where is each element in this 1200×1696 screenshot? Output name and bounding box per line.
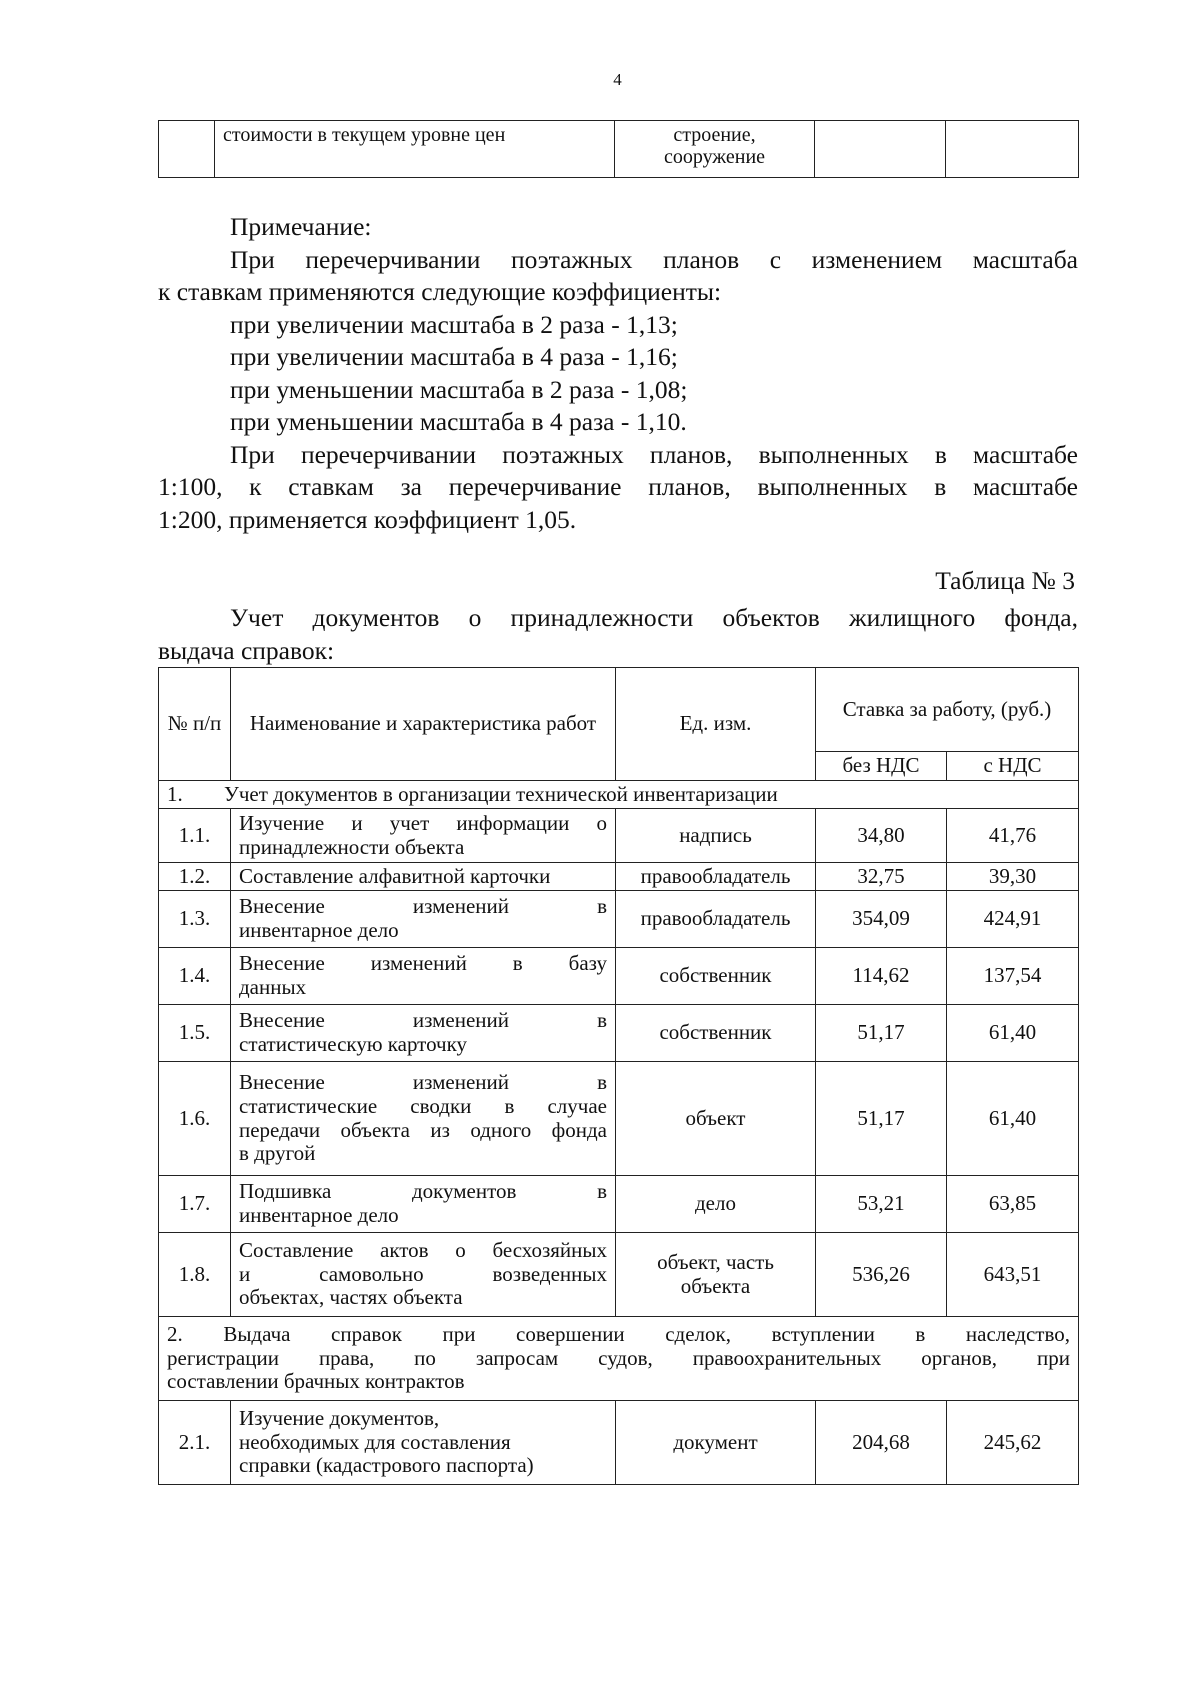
table-cell [815, 121, 946, 178]
row-no-vat: 114,62 [816, 948, 947, 1005]
table-row [159, 891, 1079, 948]
row-name: Составление алфавитной карточки [231, 863, 616, 891]
table-cell: стоимости в текущем уровне цен [215, 121, 615, 178]
table-row [159, 121, 1079, 178]
row-number: 1.8. [159, 1233, 231, 1317]
note-text: к ставкам применяются следующие коэффициенты: [158, 277, 722, 306]
coefficient-line: при увеличении масштаба в 4 раза - 1,16; [230, 342, 678, 371]
table-row [159, 1233, 1079, 1317]
table-cell [159, 121, 215, 178]
coefficient-line: при увеличении масштаба в 2 раза - 1,13; [230, 309, 678, 339]
section-title [159, 781, 1079, 809]
row-unit [616, 1233, 816, 1317]
table-row [159, 1176, 1079, 1233]
row-number: 2.1. [159, 1401, 231, 1485]
row-name-line: Внесение изменений в базу [239, 951, 607, 976]
row-no-vat: 51,17 [816, 1005, 947, 1062]
row-with-vat: 245,62 [947, 1401, 1079, 1485]
header-name: Наименование и характеристика работ [231, 668, 616, 781]
row-name-line: Изучение документов, [239, 1406, 440, 1431]
row-name-line: Подшивка документов в [239, 1179, 607, 1204]
row-no-vat: 34,80 [816, 809, 947, 863]
section-text: Учет документов в организации технической инвентаризации [224, 781, 778, 806]
row-name-line: инвентарное дело [239, 918, 399, 942]
row-name-line: и самовольно возведенных [239, 1261, 607, 1286]
header-rate: Ставка за работу, (руб.) [816, 668, 1079, 752]
note-text: При перечерчивании поэтажных планов, выполненных в масштабе [230, 439, 1078, 469]
table-label: Таблица № 3 [935, 566, 1075, 595]
row-no-vat: 204,68 [816, 1401, 947, 1485]
table-cell: строение, сооружение [615, 121, 815, 178]
row-unit: дело [616, 1176, 816, 1233]
row-name-line: статистические сводки в случае [239, 1093, 607, 1118]
row-unit: надпись [616, 809, 816, 863]
row-name-line: справки (кадастрового паспорта) [239, 1453, 534, 1478]
row-unit: собственник [616, 948, 816, 1005]
row-name [231, 1401, 616, 1485]
section-number: 1. [167, 781, 183, 806]
header-num: № п/п [159, 668, 231, 781]
row-name-line: в другой [239, 1141, 316, 1166]
header-unit: Ед. изм. [616, 668, 816, 781]
table-row [159, 1062, 1079, 1176]
row-name-line: данных [239, 975, 307, 999]
row-number: 1.4. [159, 948, 231, 1005]
row-unit-line: объект, часть [657, 1249, 774, 1274]
header-no-vat: без НДС [816, 752, 947, 781]
table-header-row [159, 668, 1079, 752]
row-name-line: Составление актов о бесхозяйных [239, 1238, 607, 1263]
section-row [159, 781, 1079, 809]
row-name [231, 1233, 616, 1317]
note-text: При перечерчивании поэтажных планов с изменением масштаба [230, 244, 1078, 274]
row-number: 1.3. [159, 891, 231, 948]
caption-line: Учет документов о принадлежности объектов жилищного фонда, [230, 603, 1078, 632]
row-number: 1.7. [159, 1176, 231, 1233]
row-name-line: инвентарное дело [239, 1203, 399, 1227]
section-line: составлении брачных контрактов [167, 1369, 465, 1394]
row-unit: правообладатель [616, 863, 816, 891]
row-number: 1.6. [159, 1062, 231, 1176]
row-name-line: принадлежности объекта [239, 834, 465, 859]
row-name-line: Внесение изменений в [239, 894, 607, 919]
table-row [159, 809, 1079, 863]
table-row [159, 863, 1079, 891]
row-name-line: Внесение изменений в [239, 1008, 607, 1033]
row-name-line: необходимых для составления [239, 1429, 511, 1454]
row-name [231, 809, 616, 863]
section-line: 2. Выдача справок при совершении сделок, вступлении в наследство, [167, 1322, 1070, 1347]
row-no-vat: 354,09 [816, 891, 947, 948]
table-row [159, 1401, 1079, 1485]
row-name-line: объектах, частях объекта [239, 1285, 463, 1310]
row-number: 1.2. [159, 863, 231, 891]
row-no-vat: 53,21 [816, 1176, 947, 1233]
page-number: 4 [613, 70, 622, 89]
row-number: 1.1. [159, 809, 231, 863]
row-no-vat: 51,17 [816, 1062, 947, 1176]
note-text: 1:200, применяется коэффициент 1,05. [158, 504, 577, 534]
row-name [231, 1176, 616, 1233]
note-text: 1:100, к ставкам за перечерчивание планов, выполненных в масштабе [158, 472, 1078, 501]
table-cell [946, 121, 1079, 178]
top-table-continuation [158, 120, 1079, 178]
coefficient-line: при уменьшении масштаба в 2 раза - 1,08; [230, 374, 688, 404]
section-line: регистрации права, по запросам судов, правоохранительных органов, при [167, 1345, 1070, 1370]
row-name-line: передачи объекта из одного фонда [239, 1117, 607, 1142]
row-with-vat: 137,54 [947, 948, 1079, 1005]
row-number: 1.5. [159, 1005, 231, 1062]
caption-line: выдача справок: [158, 635, 335, 665]
section-row [159, 1317, 1079, 1401]
row-with-vat: 61,40 [947, 1005, 1079, 1062]
coefficient-line: при уменьшении масштаба в 4 раза - 1,10. [230, 407, 687, 436]
row-name [231, 1062, 616, 1176]
table-row [159, 1005, 1079, 1062]
row-with-vat: 63,85 [947, 1176, 1079, 1233]
row-name [231, 1005, 616, 1062]
row-with-vat: 41,76 [947, 809, 1079, 863]
row-name-line: Внесение изменений в [239, 1070, 607, 1095]
table-row [159, 948, 1079, 1005]
row-unit: объект [616, 1062, 816, 1176]
section-title [159, 1317, 1079, 1401]
row-with-vat: 643,51 [947, 1233, 1079, 1317]
header-with-vat: с НДС [947, 752, 1079, 781]
row-with-vat: 39,30 [947, 863, 1079, 891]
row-unit-line: объекта [680, 1273, 751, 1298]
rates-table [158, 667, 1079, 1485]
row-with-vat: 61,40 [947, 1062, 1079, 1176]
row-no-vat: 32,75 [816, 863, 947, 891]
table-caption [158, 602, 1078, 667]
row-name-line: статистическую карточку [239, 1032, 468, 1056]
row-unit: документ [616, 1401, 816, 1485]
row-unit: правообладатель [616, 891, 816, 948]
row-name-line: Изучение и учет информации о [239, 810, 607, 835]
row-no-vat: 536,26 [816, 1233, 947, 1317]
row-name [231, 891, 616, 948]
note-block [158, 211, 1078, 536]
row-name [231, 948, 616, 1005]
note-title: Примечание: [230, 212, 372, 241]
row-with-vat: 424,91 [947, 891, 1079, 948]
row-unit: собственник [616, 1005, 816, 1062]
